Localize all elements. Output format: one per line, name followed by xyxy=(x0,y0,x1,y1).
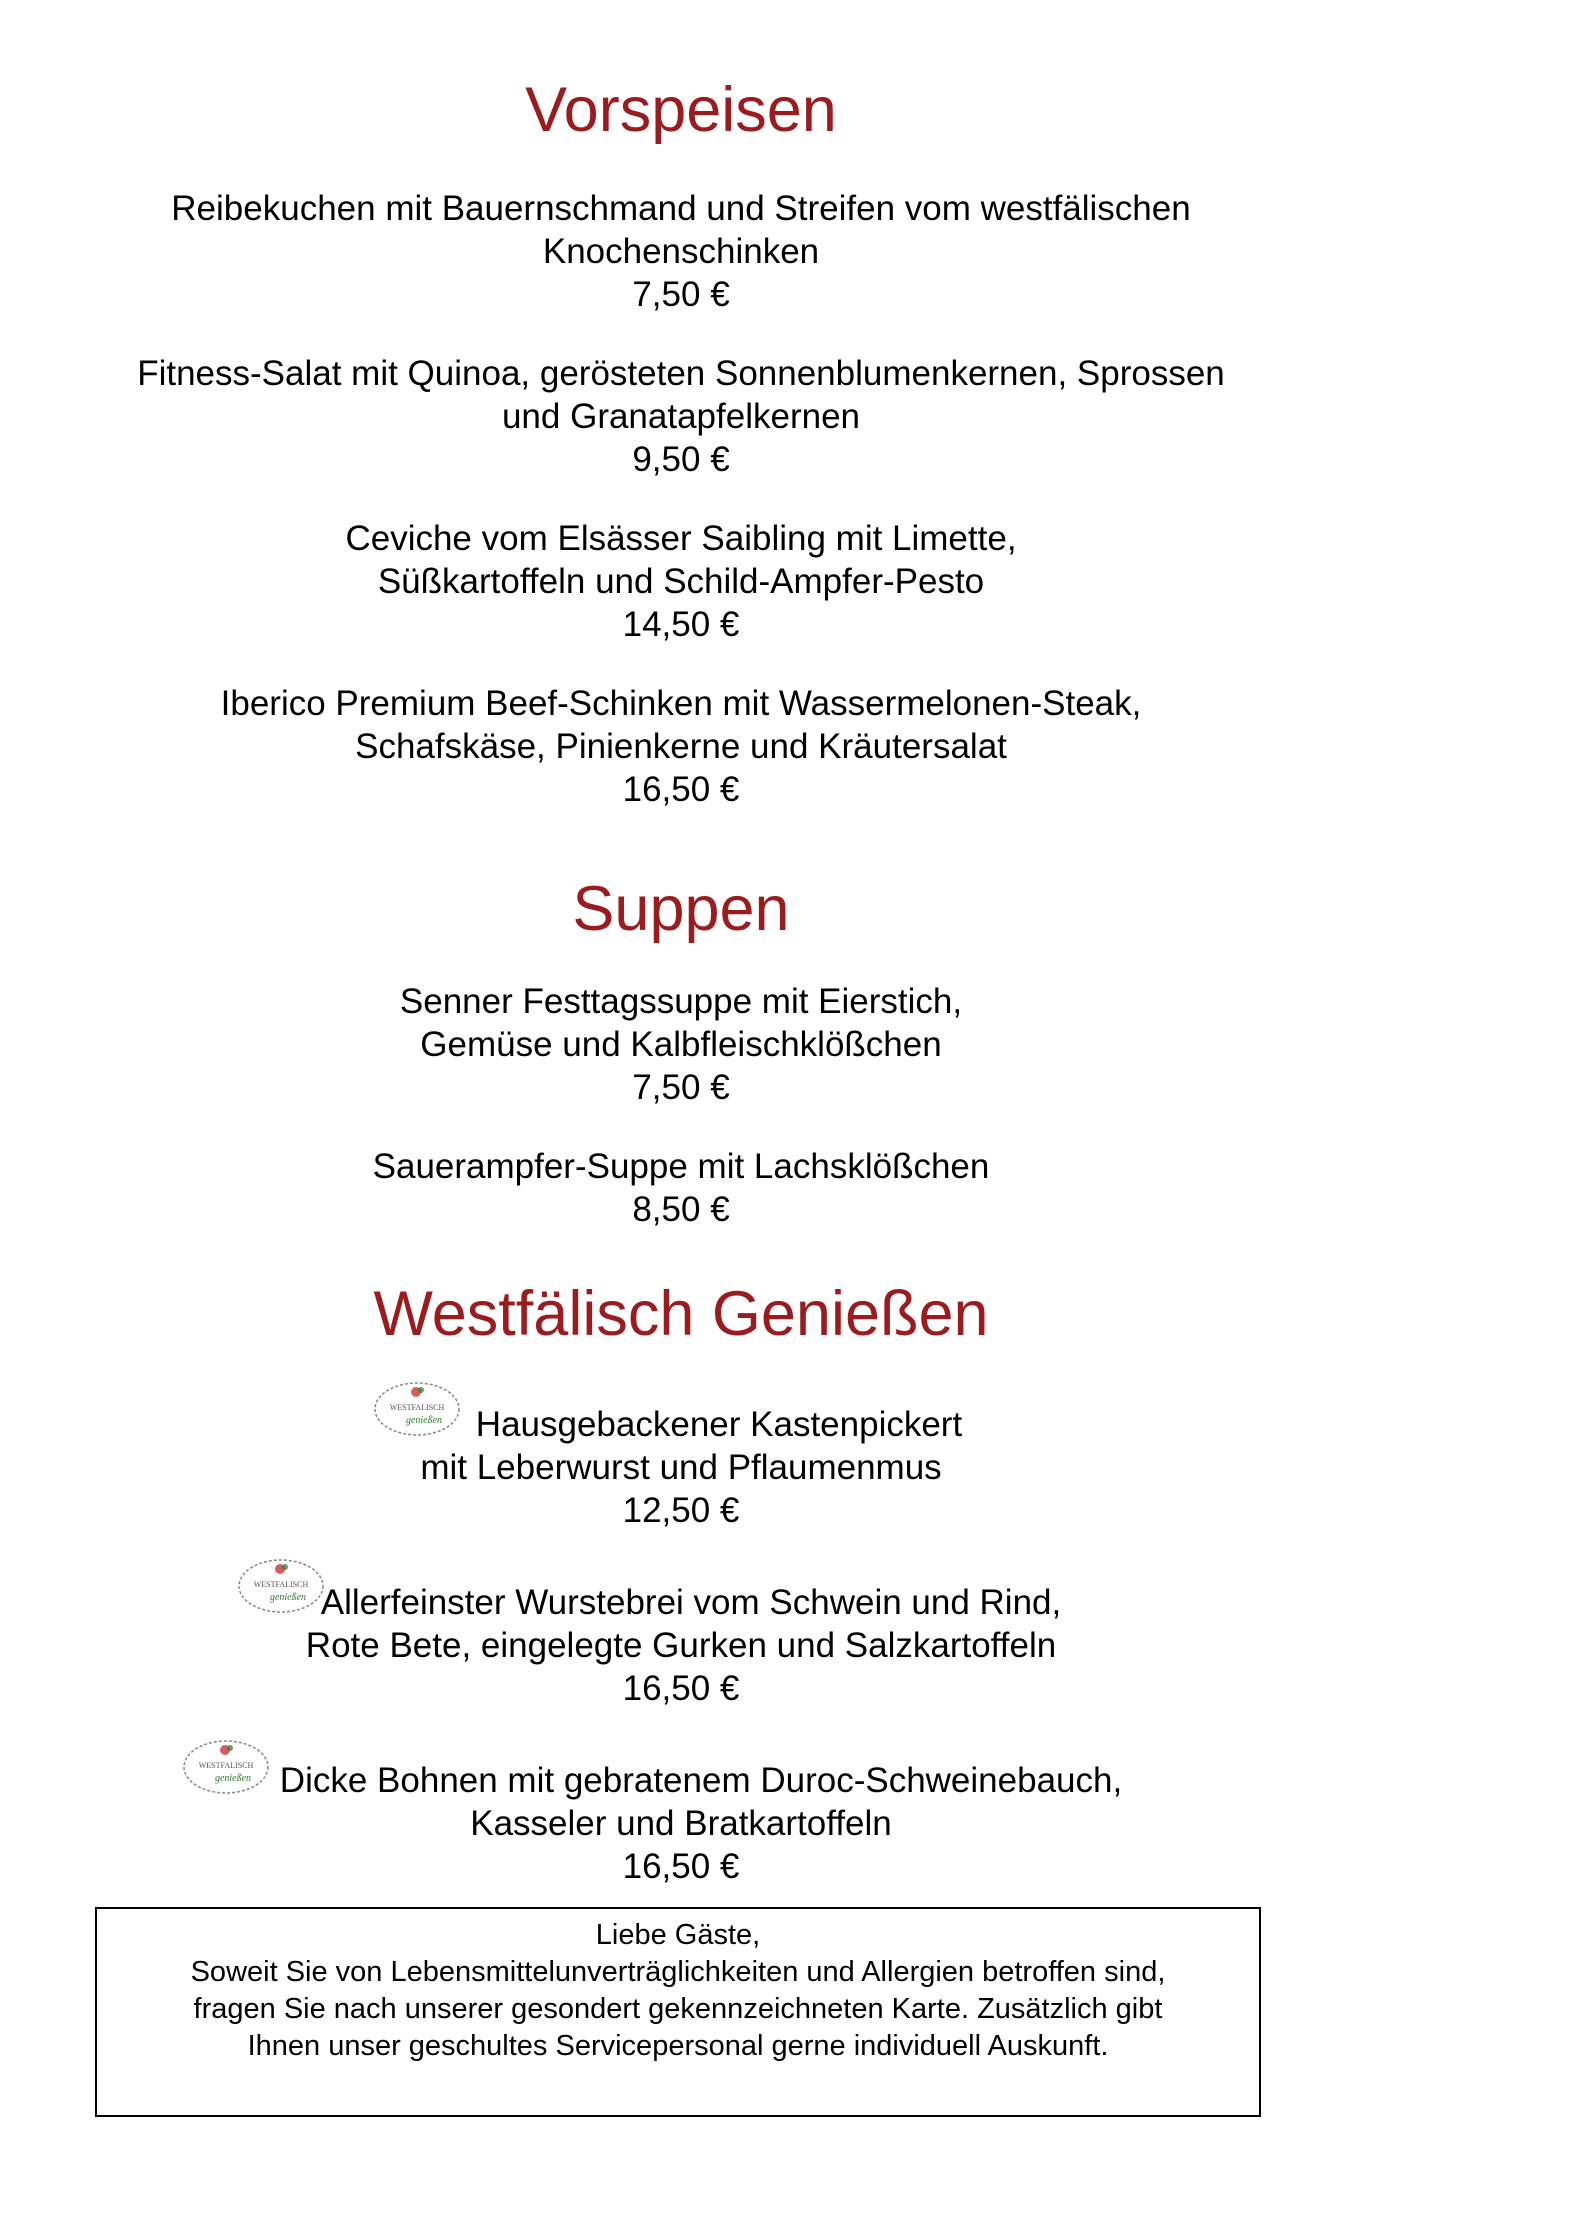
dish-item xyxy=(40,1145,1322,1231)
logo-text-top: WESTFALISCH xyxy=(389,1403,445,1412)
dish-name-line: Knochenschinken xyxy=(542,232,820,271)
dish-item xyxy=(40,187,1322,316)
dish-price: 7,50 € xyxy=(632,1068,730,1107)
section-heading-vorspeisen: Vorspeisen xyxy=(525,75,837,145)
logo-text-top: WESTFALISCH xyxy=(253,1580,309,1589)
dish-name-line: Sauerampfer-Suppe mit Lachsklößchen xyxy=(372,1147,990,1186)
dish-name-line: Reibekuchen mit Bauernschmand und Streifen vom westfälischen xyxy=(171,189,1191,228)
dish-name-line: Rote Bete, eingelegte Gurken und Salzkartoffeln xyxy=(305,1626,1057,1665)
allergy-notice-box xyxy=(95,1907,1261,2117)
dish-item xyxy=(40,1759,1322,1888)
dish-price: 12,50 € xyxy=(622,1491,740,1530)
notice-line: Ihnen unser geschultes Servicepersonal gerne individuell Auskunft. xyxy=(247,2030,1109,2062)
dish-name-line: und Granatapfelkernen xyxy=(501,397,861,436)
dish-name-line: Fitness-Salat mit Quinoa, gerösteten Sonnenblumenkernen, Sprossen xyxy=(137,354,1225,393)
dish-name-line: Dicke Bohnen mit gebratenem Duroc-Schweinebauch, xyxy=(279,1761,1123,1800)
dish-item xyxy=(40,1403,1322,1532)
dish-price: 14,50 € xyxy=(622,605,740,644)
dish-name-line: Kasseler und Bratkartoffeln xyxy=(470,1804,892,1843)
dish-item xyxy=(40,517,1322,646)
dish-name-line: Hausgebackener Kastenpickert xyxy=(475,1405,963,1444)
notice-line: Liebe Gäste, xyxy=(595,1919,761,1951)
dish-name-line: Senner Festtagssuppe mit Eierstich, xyxy=(399,982,963,1021)
logo-text-bottom: genießen xyxy=(214,1773,252,1784)
dish-price: 16,50 € xyxy=(622,1669,740,1708)
notice-line: Soweit Sie von Lebensmittelunverträglichkeiten und Allergien betroffen sind, xyxy=(190,1956,1166,1988)
dish-price: 16,50 € xyxy=(622,770,740,809)
dish-price: 7,50 € xyxy=(632,275,730,314)
dish-name-line: Süßkartoffeln und Schild-Ampfer-Pesto xyxy=(377,562,985,601)
dish-name-line: Allerfeinster Wurstebrei vom Schwein und Rind, xyxy=(320,1583,1062,1622)
dish-price: 8,50 € xyxy=(632,1190,730,1229)
notice-line: fragen Sie nach unserer gesondert gekennzeichneten Karte. Zusätzlich gibt xyxy=(193,1993,1163,2025)
dish-item xyxy=(40,682,1322,811)
dish-name-line: Iberico Premium Beef-Schinken mit Wassermelonen-Steak, xyxy=(220,684,1142,723)
logo-text-bottom: genießen xyxy=(269,1592,307,1603)
dish-item xyxy=(40,980,1322,1109)
logo-text-bottom: genießen xyxy=(405,1415,443,1426)
dish-item xyxy=(40,1581,1322,1710)
section-heading-suppen: Suppen xyxy=(572,874,790,944)
dish-item xyxy=(40,352,1322,481)
logo-text-top: WESTFALISCH xyxy=(198,1761,254,1770)
dish-name-line: Ceviche vom Elsässer Saibling mit Limette, xyxy=(345,519,1017,558)
dish-name-line: Schafskäse, Pinienkerne und Kräutersalat xyxy=(355,727,1007,766)
dish-price: 9,50 € xyxy=(632,440,730,479)
dish-name-line: mit Leberwurst und Pflaumenmus xyxy=(420,1448,942,1487)
dish-price: 16,50 € xyxy=(622,1847,740,1886)
section-heading-westfaelisch: Westfälisch Genießen xyxy=(373,1279,989,1349)
dish-name-line: Gemüse und Kalbfleischklößchen xyxy=(420,1025,942,1064)
